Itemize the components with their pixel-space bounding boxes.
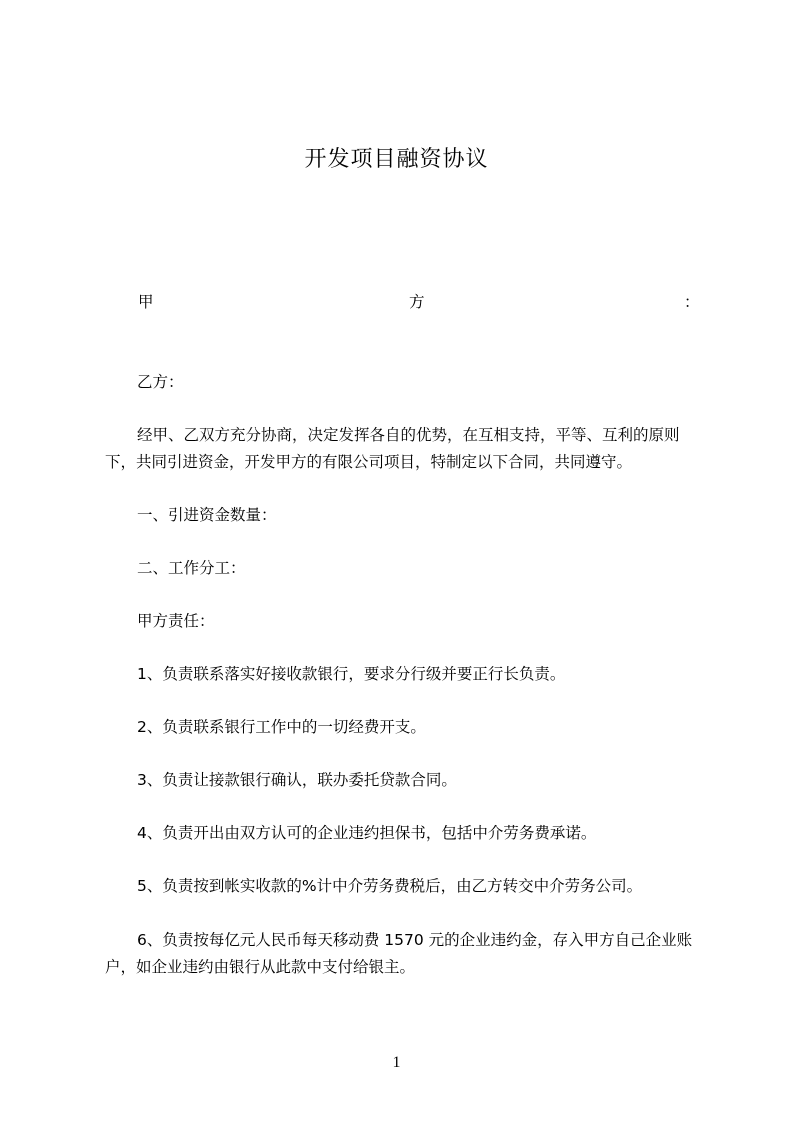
party-b-label: 乙方： xyxy=(137,373,184,391)
party-a-duties-heading: 甲方责任： xyxy=(137,612,215,630)
duty-item-1: 1、负责联系落实好接收款银行，要求分行级并要正行长负责。 xyxy=(137,665,566,683)
duty-item-2: 2、负责联系银行工作中的一切经费开支。 xyxy=(137,718,426,736)
page-number: 1 xyxy=(392,1054,401,1071)
duty-item-3: 3、负责让接款银行确认，联办委托贷款合同。 xyxy=(137,771,457,789)
section-1-heading: 一、引进资金数量： xyxy=(137,506,277,524)
party-a-label-1: 甲 xyxy=(138,293,154,311)
party-a-label-2: 方 xyxy=(409,293,425,311)
duty-item-6: 6、负责按每亿元人民币每天移动费 1570 元的企业违约金，存入甲方自己企业账户，如企业违约由银行从此款中支付给银主。 xyxy=(105,931,693,976)
duty-item-4: 4、负责开出由双方认可的企业违约担保书，包括中介劳务费承诺。 xyxy=(137,824,597,842)
document-title: 开发项目融资协议 xyxy=(304,147,489,172)
party-a-colon: ： xyxy=(684,293,700,311)
duty-item-5: 5、负责按到帐实收款的%计中介劳务费税后，由乙方转交中介劳务公司。 xyxy=(137,877,643,895)
section-2-heading: 二、工作分工： xyxy=(137,559,246,577)
intro-paragraph: 经甲、乙双方充分协商，决定发挥各自的优势，在互相支持，平等、互利的原则下，共同引进资金，开发甲方的有限公司项目，特制定以下合同，共同遵守。 xyxy=(105,426,680,471)
